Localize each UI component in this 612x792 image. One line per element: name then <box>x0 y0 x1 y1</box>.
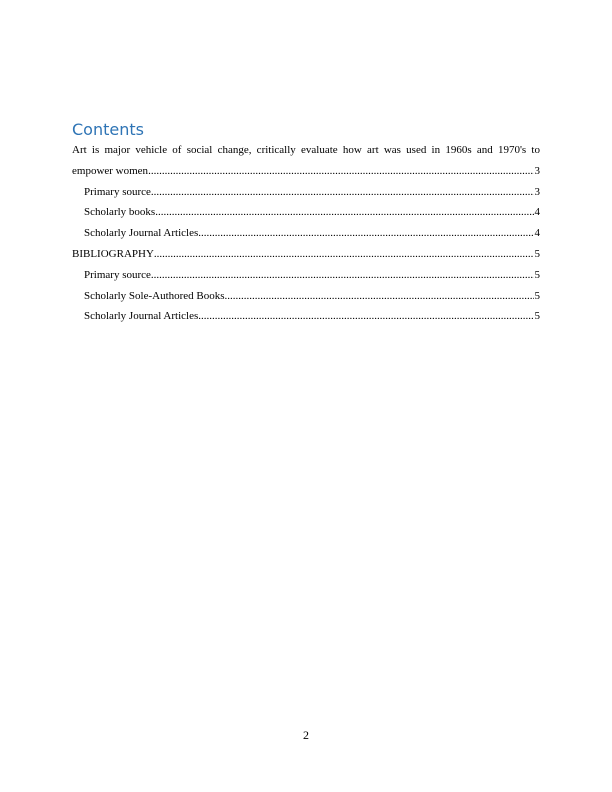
toc-heading: Contents <box>72 120 144 139</box>
dot-leader <box>155 202 533 223</box>
toc-entry-label: BIBLIOGRAPHY <box>72 247 154 260</box>
dot-leader <box>151 182 534 203</box>
toc-entry-label: Scholarly Journal Articles <box>84 227 199 240</box>
dot-leader <box>198 306 533 327</box>
toc-entry-label: Scholarly Journal Articles <box>84 310 199 323</box>
toc-page-number: 3 <box>534 164 540 177</box>
toc-entry-title-line: Art is major vehicle of social change, critically evaluate how art was used in 1960s and 1970's to <box>72 144 540 156</box>
toc-entry-label: Primary source <box>84 268 151 281</box>
toc-entry-label: Scholarly books <box>84 206 156 219</box>
toc-entry-bib-primary-source[interactable] <box>72 265 540 286</box>
toc-entry-sole-authored-books[interactable] <box>72 286 540 307</box>
toc-page-number: 4 <box>534 227 540 240</box>
page-number: 2 <box>303 728 309 742</box>
toc-entry-bibliography[interactable] <box>72 244 540 265</box>
toc-page-number: 5 <box>534 310 540 323</box>
toc-entry-scholarly-journal-articles[interactable] <box>72 223 540 244</box>
dot-leader <box>148 161 533 182</box>
table-of-contents <box>72 140 540 327</box>
dot-leader <box>151 265 534 286</box>
toc-entry-bib-journal-articles[interactable] <box>72 306 540 327</box>
toc-page-number: 5 <box>534 289 540 302</box>
toc-page-number: 5 <box>534 247 540 260</box>
toc-entry-scholarly-books[interactable] <box>72 202 540 223</box>
toc-page-number: 3 <box>534 185 540 198</box>
toc-entry-primary-source[interactable] <box>72 182 540 203</box>
toc-page-number: 5 <box>534 268 540 281</box>
toc-entry-label: empower women <box>72 164 149 177</box>
toc-page-number: 4 <box>534 206 540 219</box>
dot-leader <box>198 223 533 244</box>
toc-entry-label: Primary source <box>84 185 151 198</box>
dot-leader <box>225 286 534 307</box>
dot-leader <box>154 244 534 265</box>
toc-entry-main-title[interactable] <box>72 140 540 182</box>
toc-entry-label: Scholarly Sole-Authored Books <box>84 289 225 302</box>
